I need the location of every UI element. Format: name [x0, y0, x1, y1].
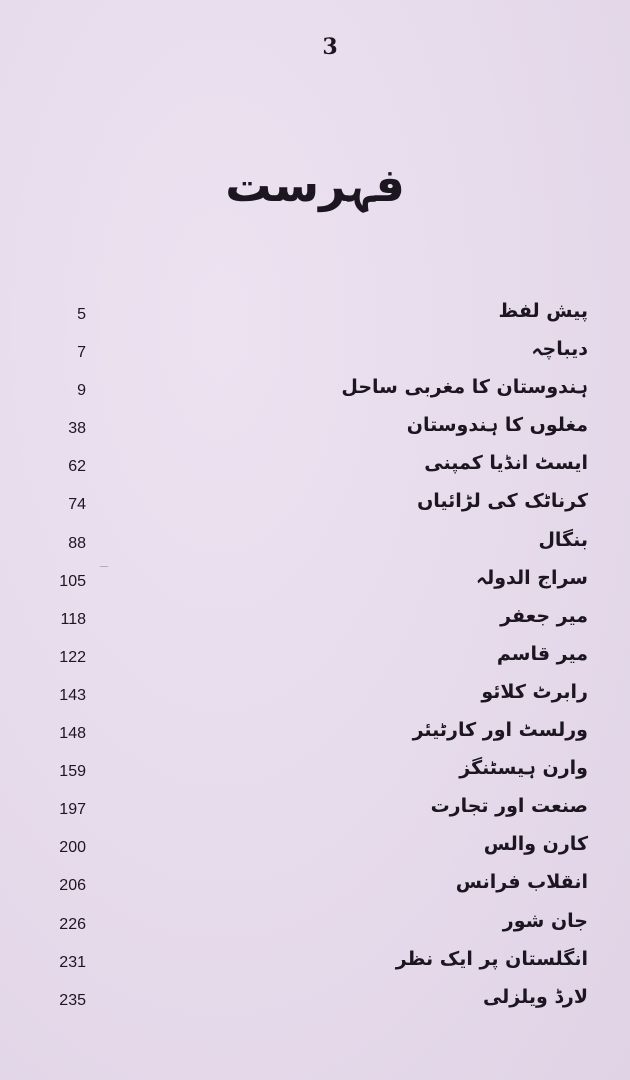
toc-entry-label: بنگال: [538, 528, 588, 551]
toc-entry: [40, 525, 588, 563]
toc-entry-page: 159: [59, 763, 86, 781]
toc-entry-page: 62: [68, 458, 86, 476]
toc-entry-page: 9: [77, 382, 86, 400]
toc-entry-label: سراج الدولہ: [475, 566, 588, 589]
toc-entry: [40, 296, 588, 334]
toc-entry: [40, 715, 588, 753]
toc-entry-label: جان شور: [502, 909, 588, 932]
toc-entry: [40, 334, 588, 372]
toc-entry: [40, 410, 588, 448]
toc-entry-label: پیش لفظ: [498, 300, 588, 322]
toc-list: [40, 296, 588, 1020]
toc-entry-label: مغلوں کا ہندوستان: [406, 414, 588, 437]
toc-title: فہرست: [225, 158, 405, 212]
toc-entry-page: 143: [59, 686, 86, 704]
toc-entry: [40, 448, 588, 486]
toc-entry-label: انقلاب فرانس: [455, 871, 588, 894]
toc-entry: [40, 563, 588, 601]
toc-entry-label: رابرٹ کلائو: [481, 680, 588, 703]
toc-entry-page: 88: [68, 534, 86, 552]
toc-entry-page: 5: [77, 306, 86, 323]
toc-entry-page: 200: [59, 839, 86, 857]
toc-entry: [40, 486, 588, 524]
toc-entry-page: 206: [59, 877, 86, 895]
toc-entry-label: صنعت اور تجارت: [430, 795, 588, 818]
toc-entry-label: لارڈ ویلزلی: [482, 985, 588, 1008]
toc-entry: [40, 906, 588, 944]
toc-entry: [40, 791, 588, 829]
toc-entry: [40, 982, 588, 1020]
toc-entry-page: 105: [59, 572, 86, 590]
toc-entry: [40, 677, 588, 715]
page-number: 3: [322, 34, 338, 60]
toc-entry-page: 226: [59, 915, 86, 933]
toc-entry: [40, 639, 588, 677]
toc-entry: [40, 944, 588, 982]
toc-entry-page: 118: [60, 610, 86, 628]
toc-entry: [40, 867, 588, 905]
toc-entry-page: 197: [59, 801, 86, 819]
toc-entry-label: ورلسٹ اور کارٹیئر: [412, 719, 588, 742]
toc-entry: [40, 753, 588, 791]
toc-entry-page: 148: [59, 725, 86, 743]
toc-entry: [40, 601, 588, 639]
toc-entry-page: 231: [59, 953, 86, 971]
toc-entry-label: ہندوستان کا مغربی ساحل: [341, 376, 588, 399]
toc-entry-label: انگلستان پر ایک نظر: [395, 947, 588, 970]
page-smudge: [100, 566, 108, 567]
toc-entry-label: میر جعفر: [500, 604, 588, 627]
toc-entry-label: کارن والس: [483, 833, 588, 856]
toc-entry-page: 235: [59, 991, 86, 1009]
toc-entry-page: 38: [68, 420, 86, 438]
toc-entry-page: 74: [68, 496, 86, 514]
toc-entry: [40, 829, 588, 867]
toc-entry-label: کرناٹک کی لڑائیاں: [417, 490, 588, 513]
toc-entry-label: ایسٹ انڈیا کمپنی: [424, 452, 588, 475]
toc-entry-label: دیباچہ: [531, 338, 588, 361]
toc-entry-label: میر قاسم: [496, 642, 588, 665]
toc-entry: [40, 372, 588, 410]
toc-entry-page: 122: [59, 648, 86, 666]
toc-entry-page: 7: [77, 344, 86, 362]
toc-entry-label: وارن ہیسٹنگز: [459, 757, 588, 780]
